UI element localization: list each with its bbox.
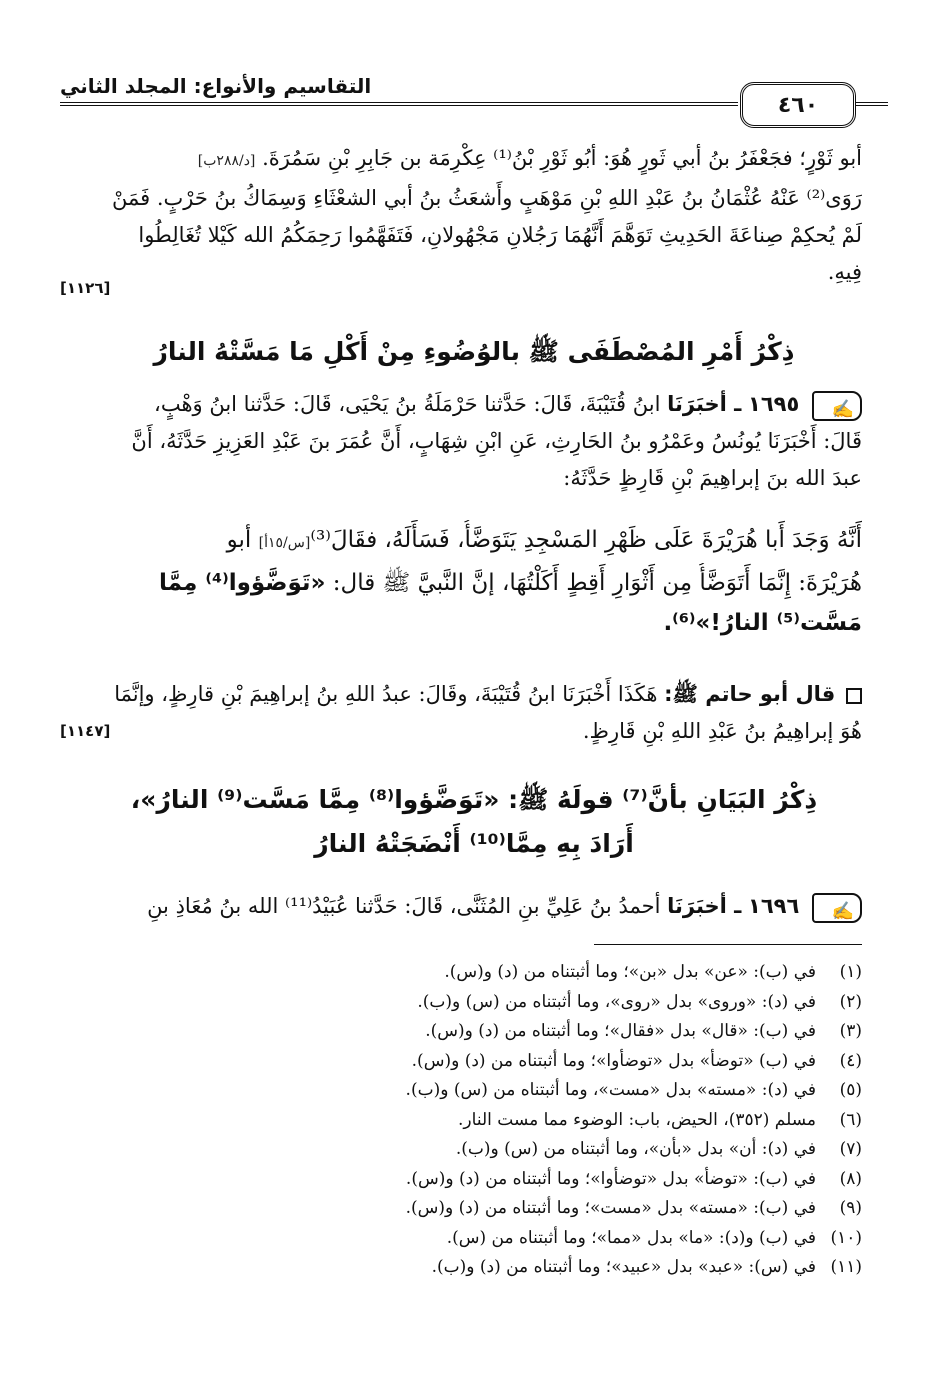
- hadith-ref-number: [١١٤٧]: [60, 722, 111, 740]
- text-line: ✍ ١٦٩٥ ـ أخبَرَنَا ابنُ قُتَيْبَةَ، قَالَ: حَدَّثنا حَرْمَلَةُ بنُ يَحْيَى، قَالَ: حَدَّثنا ابنُ وَهْبٍ،: [86, 386, 862, 423]
- text-line: فِيهِ.: [827, 260, 862, 284]
- manuscript-ref: [د/٢٨٨ب]: [197, 153, 256, 169]
- footnote: [302, 988, 862, 1018]
- footnote: [302, 1224, 862, 1254]
- footnote: [302, 1165, 862, 1195]
- footnote-number: (١٠): [830, 1227, 862, 1248]
- footnotes: [302, 958, 862, 1283]
- footnote-text: في (ب): «قال» بدل «فقال»؛ وما أثبتناه من (د) و(س).: [425, 1021, 816, 1041]
- text-line: عبدَ الله بنَ إبراهِيمَ بْنِ قَارِظٍ حَدَّثَهُ:: [563, 466, 862, 490]
- page-number: ٤٦٠: [740, 82, 856, 128]
- footnote-number: (١): [839, 962, 862, 982]
- footnote: [302, 1047, 862, 1077]
- footnote: [302, 1194, 862, 1224]
- running-title: التقاسيم والأنواع: المجلد الثاني: [60, 74, 372, 98]
- footnote-number: (٤): [839, 1050, 862, 1071]
- footnote-separator: [594, 944, 862, 945]
- text-line: قَالَ: أَخْبَرَنَا يُونُسُ وعَمْرُو بنُ الحَارِثِ، عَنِ ابْنِ شِهَابٍ، أَنَّ عُمَرَ بنَ عَبْدِ العَزِيزِ حَدَّثَهُ، أَنَّ: [131, 429, 862, 453]
- footnote-number: (٩): [839, 1198, 862, 1218]
- footnote-number: (٥): [839, 1080, 862, 1100]
- footnote: [302, 1076, 862, 1106]
- footnote-text: في (ب) «توضأ» بدل «توضأوا»؛ وما أثبتناه من (د) و(س).: [411, 1050, 816, 1071]
- text-line: أبو ثَوْرٍ؛ فجَعْفَرُ بنُ أبي ثَورٍ هُوَ: أبُو ثَوْرِ بْنُ⁽¹⁾ عِكْرِمَة بن جَابِرِ بْنِ سَمُرَةَ. [د/٢٨٨ب]: [197, 146, 862, 170]
- footnote-text: في (د): «مسته» بدل «مست»، وما أثبتناه من (س) و(ب).: [405, 1080, 816, 1100]
- footnote: [302, 958, 862, 988]
- hadith-1695-isnad: [86, 386, 862, 497]
- footnote: [302, 1253, 862, 1283]
- footnote: [302, 1135, 862, 1165]
- text-line: مَسَّت⁽⁵⁾ النارُ!»⁽⁶⁾.: [663, 610, 862, 636]
- text-line: ✍ ١٦٩٦ ـ أخبَرَنَا أحمدُ بنُ عَلِيِّ بنِ المُثَنَّى، قَالَ: حَدَّثنا عُبَيْدُ⁽¹¹⁾ الله بنُ مُعَاذِ بنِ: [86, 888, 862, 925]
- footnote-text: في (ب): «مسته» بدل «مست»؛ وما أثبتناه من (د) و(س).: [405, 1198, 816, 1218]
- footnote: [302, 1017, 862, 1047]
- footnote-number: (٧): [839, 1139, 862, 1159]
- footnote-text: في (ب) و(د): «ما» بدل «مما»؛ وما أثبتناه من (س).: [446, 1227, 816, 1248]
- chapter-heading: ذِكْرُ أَمْرِ المُصْطَفَى ﷺ بالوُضُوءِ مِنْ أَكْلِ مَا مَسَّتْهُ النارُ: [153, 337, 795, 366]
- text-line: هُرَيْرَةَ: إِنَّمَا أَتَوَضَّأُ مِن أَثْوَارِ أَقِطٍ أَكَلْتُهَا، إنَّ النَّبيَّ ﷺ قال: «تَوَضَّؤوا⁽⁴⁾ مِمَّا: [159, 570, 862, 596]
- hadith-ref-number: [١١٢٦]: [60, 279, 111, 297]
- footnote-text: في (د): أن» بدل «بأن»، وما أثبتناه من (س) و(ب).: [455, 1139, 816, 1159]
- page-header: [60, 68, 888, 128]
- text-line: رَوَى⁽²⁾ عَنْهُ عُثْمَانُ بنُ عَبْدِ اللهِ بْنِ مَوْهَبٍ وأَشعَثُ بنُ أبي الشعْثَاءِ وَسِمَاكُ بنُ حَرْبٍ. فَمَنْ: [112, 186, 862, 210]
- footnote-text: في (د): «وروى» بدل «روى»، وما أثبتناه من (س) و(ب).: [417, 991, 816, 1012]
- footnote-number: (٣): [839, 1021, 862, 1041]
- hadith-number: ١٦٩٥: [748, 392, 800, 416]
- footnote-number: (٦): [839, 1109, 862, 1130]
- hadith-number: ١٦٩٦: [748, 894, 800, 918]
- footnote-text: مسلم (٣٥٢)، الحيض، باب: الوضوء مما مست النار.: [458, 1109, 816, 1130]
- footnote-number: (٢): [839, 991, 862, 1012]
- paragraph-abu-thawr: [86, 140, 862, 291]
- footnote-number: (٨): [839, 1168, 862, 1189]
- header-rule-right: [856, 102, 888, 106]
- square-bullet-icon: [846, 688, 862, 704]
- chapter-heading: ذِكْرُ البَيَانِ بأنَّ⁽⁷⁾ قولَهُ ﷺ: «تَوَضَّؤوا⁽⁸⁾ مِمَّا مَسَّت⁽⁹⁾ النارُ»، أَرَادَ بِهِ مِمَّا⁽¹⁰⁾ أَنْضَجَتْهُ النارُ: [130, 785, 818, 858]
- header-rule: [60, 102, 738, 106]
- manuscript-ref: [س/١٥أ]: [258, 535, 311, 551]
- footnote-number: (١١): [830, 1257, 862, 1277]
- text-line: أَنَّهُ وَجَدَ أَبا هُرَيْرَةَ عَلَى ظَهْرِ المَسْجِدِ يَتَوَضَّأُ، فَسَأَلَهُ، فقَالَ⁽³⁾[س/١٥أ] أبو: [226, 527, 862, 553]
- footnote-text: في (ب): «عن» بدل «بن»؛ وما أثبتناه من (د) و(س).: [444, 962, 816, 982]
- footnote-text: في (س): «عبد» بدل «عبيد»؛ وما أثبتناه من (د) و(ب).: [431, 1257, 816, 1277]
- hadith-marker-icon: [812, 391, 862, 421]
- footnote: [302, 1106, 862, 1136]
- hadith-1696-isnad: [86, 888, 862, 925]
- footnote-text: في (ب): «توضأ» بدل «توضأوا»؛ وما أثبتناه من (د) و(س).: [405, 1168, 816, 1189]
- abu-hatim-comment: [86, 676, 862, 750]
- text-line: لَمْ يُحكِمْ صِناعَةَ الحَدِيثِ تَوَهَّمَ أَنَّهُمَا رَجُلانِ مَجْهُولانِ، فَتَفَهَّمُوا رَحِمَكُمُ الله كَيْلا تُغَالِطُوا: [138, 223, 862, 247]
- text-line: قال أبو حاتم ﷺ: هَكَذَا أَخْبَرَنَا ابنُ قُتَيْبَةَ، وقَالَ: عبدُ اللهِ بنُ إبراهِيمَ بْنِ قارِظٍ، وإنَّمَا: [86, 676, 862, 713]
- hadith-marker-icon: [812, 893, 862, 923]
- text-line: هُوَ إبراهِيمُ بنُ عَبْدِ اللهِ بْنِ قَارِظٍ.: [582, 719, 862, 743]
- hadith-1695-matn: [86, 520, 862, 643]
